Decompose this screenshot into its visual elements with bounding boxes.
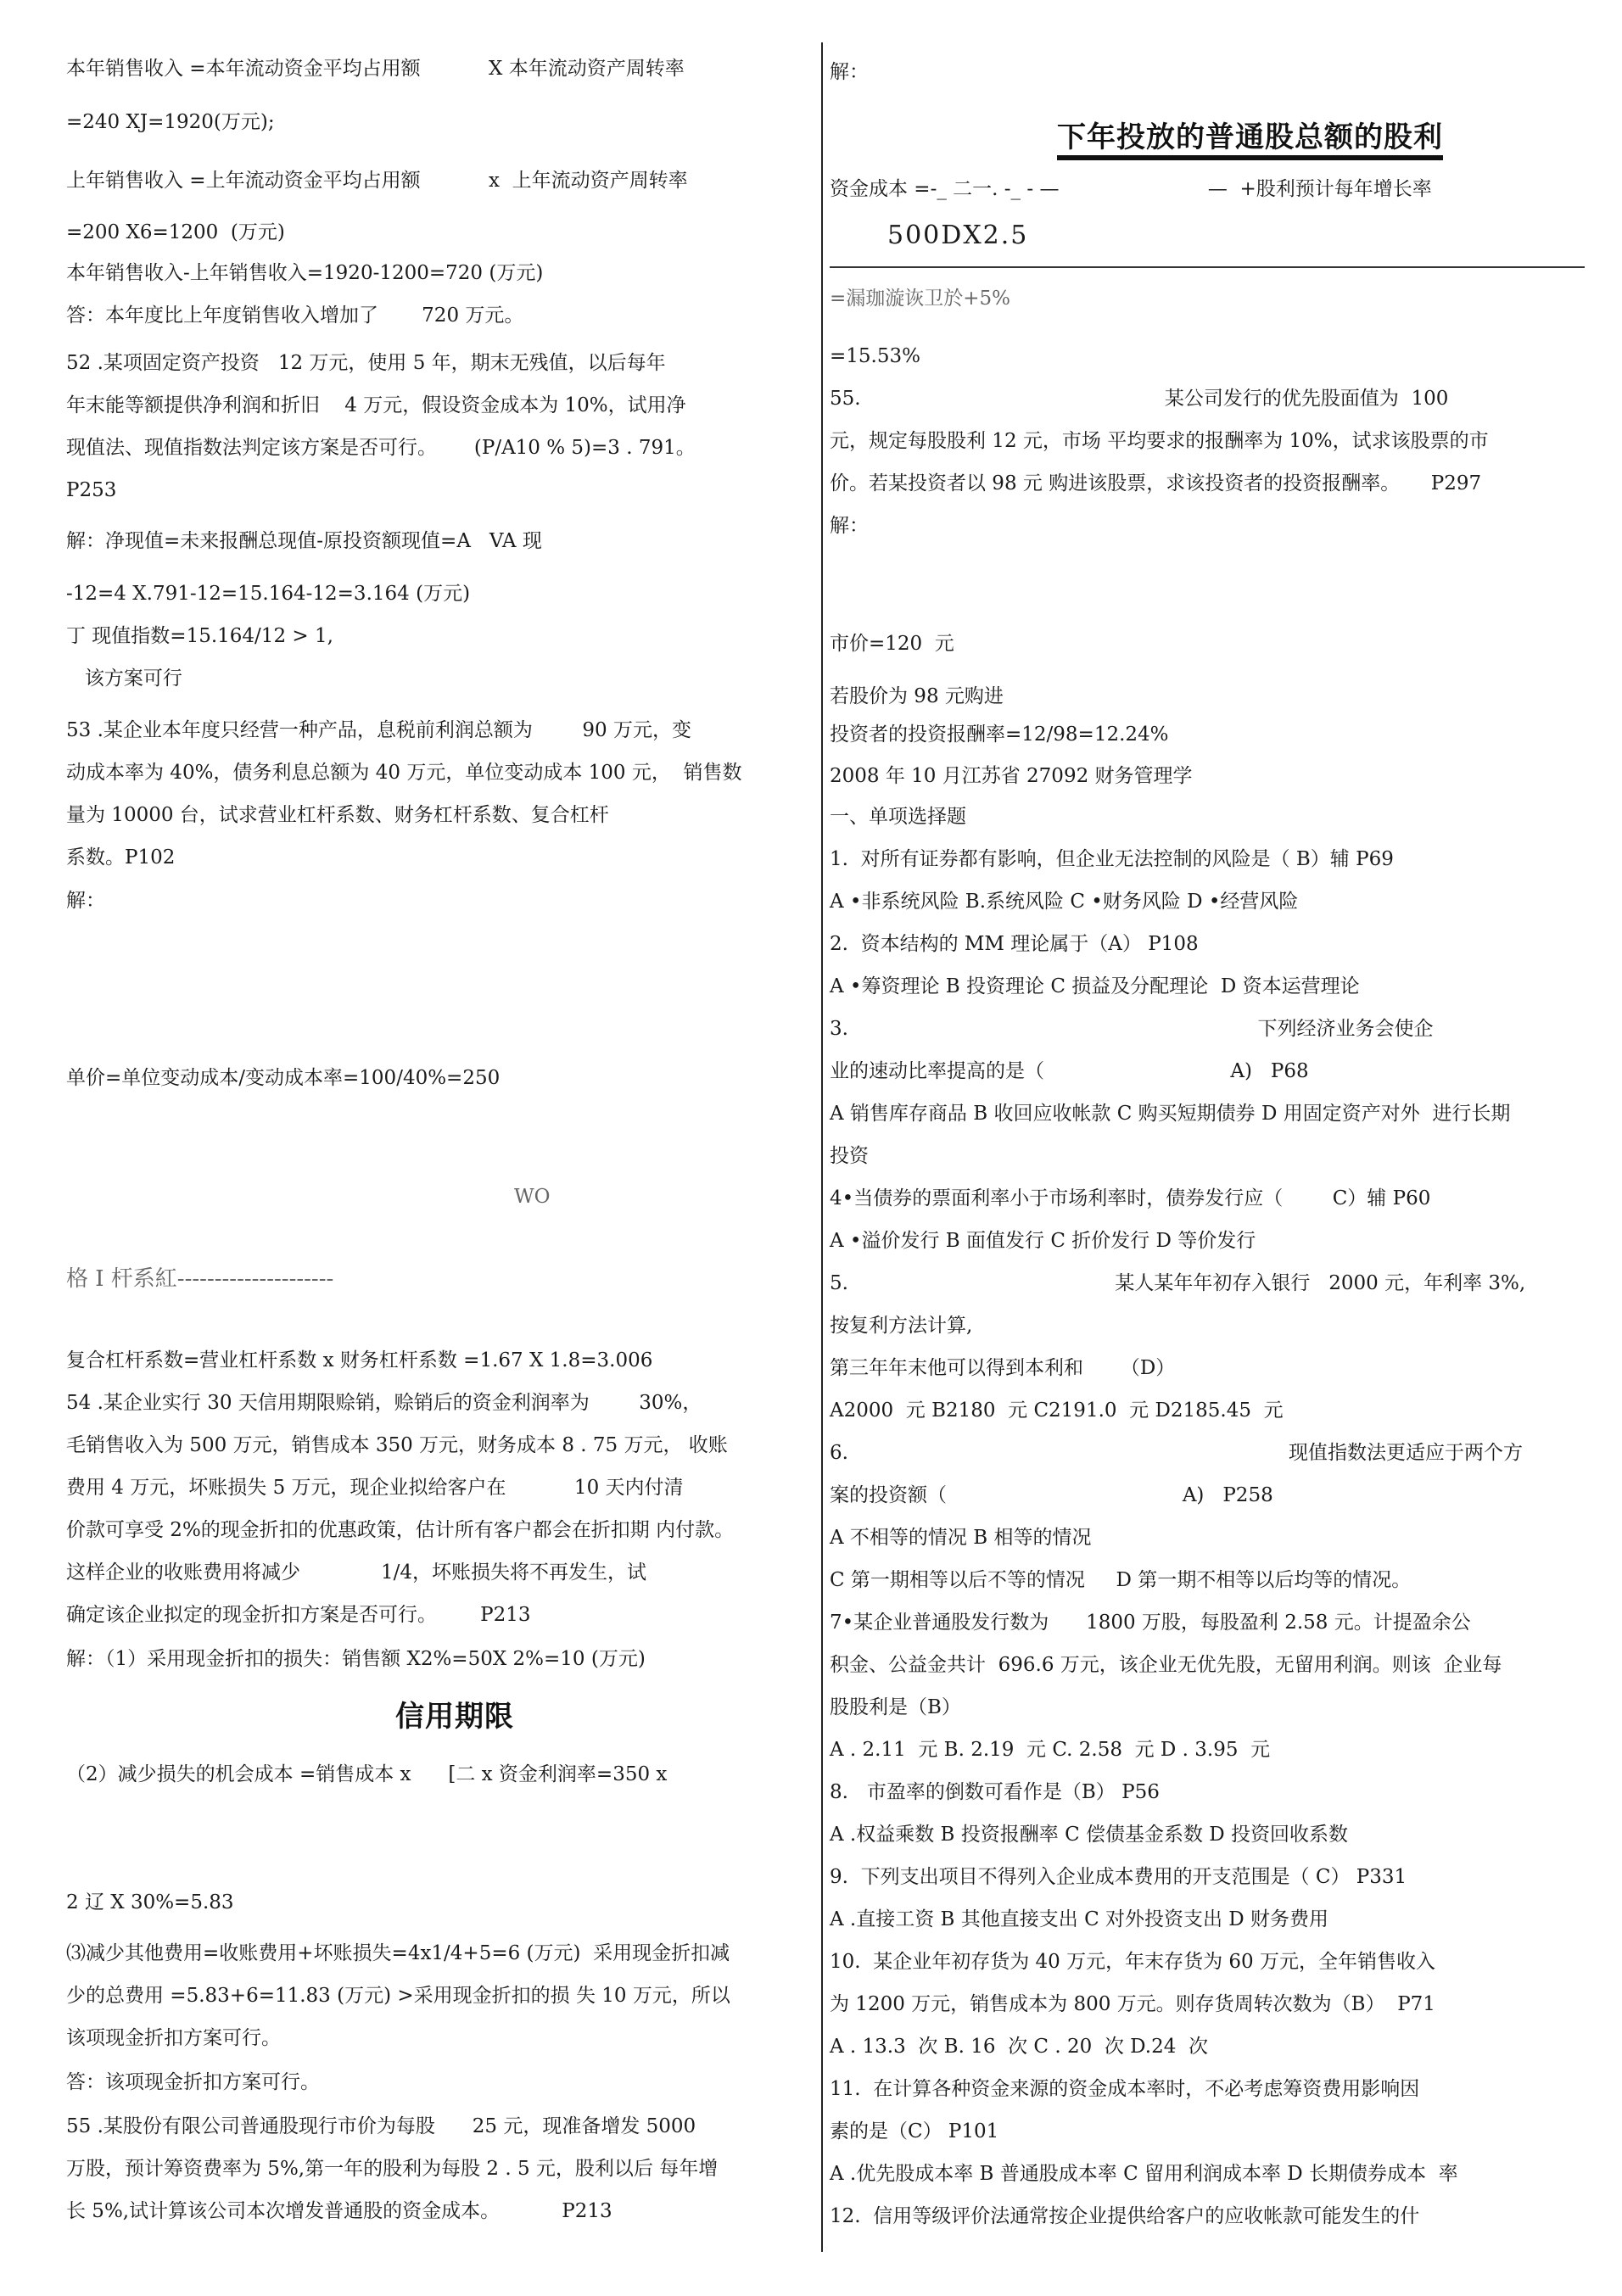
text-line: 动成本率为 40%，债务利息总额为 40 万元，单位变动成本 100 元， 销售数 (66, 762, 742, 784)
fraction-rule (830, 266, 1585, 268)
text-line: A •溢价发行 B 面值发行 C 折价发行 D 等价发行 (830, 1230, 1256, 1252)
column-divider (821, 42, 823, 2252)
text-line: 本年销售收入-上年销售收入=1920-1200=720 (万元) (66, 262, 544, 284)
blurred-figure-label: 下年投放的普通股总额的股利 (1057, 114, 1443, 160)
text-line: 该项现金折扣方案可行。 (66, 2027, 281, 2049)
text-line: 资金成本 =-_ 二一. -_ - — — +股利预计每年增长率 (830, 178, 1432, 200)
text-line: 8. 市盈率的倒数可看作是（B） P56 (830, 1781, 1160, 1803)
text-line: （2）减少损失的机会成本 =销售成本 x [二 x 资金利润率=350 x (66, 1763, 668, 1785)
text-line: 格 I 杆系紅--------------------- (66, 1266, 334, 1292)
text-line: 54 .某企业实行 30 天信用期限赊销，赊销后的资金利润率为 30%， (66, 1392, 702, 1414)
text-line: 解：（1）采用现金折扣的损失：销售额 X2%=50X 2%=10 (万元) (66, 1648, 646, 1670)
text-line: =240 XJ=1920(万元); (66, 111, 275, 133)
text-line: 2 辽 X 30%=5.83 (66, 1891, 234, 1913)
text-line: 按复利方法计算, (830, 1315, 973, 1337)
text-line: 解： (830, 61, 869, 83)
text-line: 若股价为 98 元购进 (830, 685, 1004, 707)
text-line: A .优先股成本率 B 普通股成本率 C 留用利润成本率 D 长期债券成本 率 (830, 2163, 1458, 2185)
text-line: 案的投资额（ A) P258 (830, 1484, 1273, 1506)
text-line: 价款可享受 2%的现金折扣的优惠政策，估计所有客户都会在折扣期 内付款。 (66, 1519, 735, 1541)
text-line: 费用 4 万元，坏账损失 5 万元，现企业拟给客户在 10 天内付清 (66, 1477, 684, 1499)
text-line: 价。若某投资者以 98 元 购进该股票，求该投资者的投资报酬率。 P297 (830, 472, 1482, 494)
text-line: A . 13.3 次 B. 16 次 C . 20 次 D.24 次 (830, 2036, 1208, 2058)
text-line: 52 .某项固定资产投资 12 万元，使用 5 年，期末无残值，以后每年 (66, 352, 666, 374)
text-line: 2. 资本结构的 MM 理论属于（A） P108 (830, 933, 1199, 955)
text-line: 6. 现值指数法更适应于两个方 (830, 1442, 1524, 1464)
text-line: 解： (830, 515, 869, 537)
text-line: 元，规定每股股利 12 元，市场 平均要求的报酬率为 10%，试求该股票的市 (830, 430, 1489, 452)
text-line: 业的速动比率提高的是（ A) P68 (830, 1060, 1309, 1082)
text-line: 4•当债券的票面利率小于市场利率时，债券发行应（ C）辅 P60 (830, 1187, 1431, 1209)
text-line: 确定该企业拟定的现金折扣方案是否可行。 P213 (66, 1604, 531, 1626)
text-line: ⑶减少其他费用=收账费用+坏账损失=4x1/4+5=6 (万元) 采用现金折扣减 (66, 1942, 730, 1964)
text-line: 这样企业的收账费用将减少 1/4，坏账损失将不再发生，试 (66, 1561, 647, 1584)
text-line: 9. 下列支出项目不得列入企业成本费用的开支范围是（ C） P331 (830, 1866, 1407, 1888)
text-line: 复合杠杆系数=营业杠杆系数 x 财务杠杆系数 =1.67 X 1.8=3.006 (66, 1349, 653, 1371)
text-line: 55. 某公司发行的优先股面值为 100 (830, 388, 1449, 410)
text-line: 量为 10000 台，试求营业杠杆系数、财务杠杆系数、复合杠杆 (66, 804, 609, 826)
text-line: WO (514, 1186, 551, 1208)
text-line: 答：该项现金折扣方案可行。 (66, 2071, 320, 2093)
text-line: 丁 现值指数=15.164/12 > 1, (66, 625, 333, 647)
text-line: 投资者的投资报酬率=12/98=12.24% (830, 723, 1169, 746)
text-line: 系数。P102 (66, 846, 176, 869)
text-line: 3. 下列经济业务会使企 (830, 1018, 1434, 1040)
text-line: 毛销售收入为 500 万元，销售成本 350 万元，财务成本 8 . 75 万元， 收账 (66, 1434, 728, 1456)
text-line: -12=4 X.791-12=15.164-12=3.164 (万元) (66, 583, 471, 605)
text-line: 第三年年末他可以得到本利和 （D） (830, 1357, 1176, 1379)
text-line: 500DX2.5 (887, 221, 1029, 250)
text-line: 少的总费用 =5.83+6=11.83 (万元) >采用现金折扣的损 失 10 万元，所以 (66, 1985, 730, 2007)
text-line: A . 2.11 元 B. 2.19 元 C. 2.58 元 D . 3.95 元 (830, 1739, 1271, 1761)
text-line: 股股利是（B） (830, 1696, 961, 1718)
text-line: 单价=单位变动成本/变动成本率=100/40%=250 (66, 1067, 501, 1089)
text-line: 1. 对所有证券都有影响，但企业无法控制的风险是（ B）辅 P69 (830, 848, 1394, 870)
text-line: =15.53% (830, 345, 920, 367)
blurred-figure-label: 信用期限 (395, 1700, 514, 1734)
text-line: 55 .某股份有限公司普通股现行市价为每股 25 元，现准备增发 5000 (66, 2115, 696, 2137)
text-line: 一、单项选择题 (830, 806, 966, 828)
text-line: A 销售库存商品 B 收回应收帐款 C 购买短期债券 D 用固定资产对外 进行长期 (830, 1103, 1511, 1125)
text-line: 答：本年度比上年度销售收入增加了 720 万元。 (66, 304, 524, 327)
text-line: 7•某企业普通股发行数为 1800 万股，每股盈利 2.58 元。计提盈余公 (830, 1612, 1471, 1634)
text-line: 上年销售收入 =上年流动资金平均占用额 x 上年流动资产周转率 (66, 170, 688, 192)
text-line: 现值法、现值指数法判定该方案是否可行。 (P/A10 % 5)=3 . 791。 (66, 437, 696, 459)
text-line: 11. 在计算各种资金来源的资金成本率时，不必考虑筹资费用影响因 (830, 2078, 1420, 2100)
text-line: 10. 某企业年初存货为 40 万元，年末存货为 60 万元，全年销售收入 (830, 1951, 1435, 1973)
text-line: A .权益乘数 B 投资报酬率 C 偿债基金系数 D 投资回收系数 (830, 1824, 1349, 1846)
text-line: =漏珈漩诙卫於+5% (830, 288, 1011, 310)
text-line: 长 5%,试计算该公司本次增发普通股的资金成本。 P213 (66, 2200, 612, 2222)
text-line: 2008 年 10 月江苏省 27092 财务管理学 (830, 765, 1193, 787)
text-line: 本年销售收入 =本年流动资金平均占用额 X 本年流动资产周转率 (66, 58, 685, 80)
text-line: P253 (66, 479, 117, 501)
text-line: 投资 (830, 1145, 869, 1167)
text-line: 素的是（C） P101 (830, 2120, 999, 2142)
text-line: 5. 某人某年年初存入银行 2000 元，年利率 3%, (830, 1272, 1526, 1294)
text-line: A •筹资理论 B 投资理论 C 损益及分配理论 D 资本运营理论 (830, 975, 1360, 997)
text-line: A2000 元 B2180 元 C2191.0 元 D2185.45 元 (830, 1399, 1284, 1422)
text-line: 解：净现值=未来报酬总现值-原投资额现值=A VA 现 (66, 530, 542, 552)
text-line: A .直接工资 B 其他直接支出 C 对外投资支出 D 财务费用 (830, 1908, 1329, 1930)
text-line: C 第一期相等以后不等的情况 D 第一期不相等以后均等的情况。 (830, 1569, 1412, 1591)
text-line: 12. 信用等级评价法通常按企业提供给客户的应收帐款可能发生的什 (830, 2205, 1420, 2227)
text-line: 万股，预计筹资费率为 5%,第一年的股利为每股 2 . 5 元，股利以后 每年增 (66, 2158, 719, 2180)
text-line: 年末能等额提供净利润和折旧 4 万元，假设资金成本为 10%，试用净 (66, 394, 686, 416)
text-line: 为 1200 万元，销售成本为 800 万元。则存货周转次数为（B） P71 (830, 1993, 1435, 2015)
text-line: 市价=120 元 (830, 633, 954, 655)
text-line: 该方案可行 (66, 668, 182, 690)
text-line: A 不相等的情况 B 相等的情况 (830, 1527, 1092, 1549)
text-line: 积金、公益金共计 696.6 万元，该企业无优先股，无留用利润。则该 企业每 (830, 1654, 1502, 1676)
text-line: 解： (66, 890, 105, 912)
text-line: =200 X6=1200 (万元) (66, 221, 285, 243)
text-line: A •非系统风险 B.系统风险 C •财务风险 D •经营风险 (830, 891, 1299, 913)
text-line: 53 .某企业本年度只经营一种产品，息税前利润总额为 90 万元，变 (66, 719, 691, 741)
